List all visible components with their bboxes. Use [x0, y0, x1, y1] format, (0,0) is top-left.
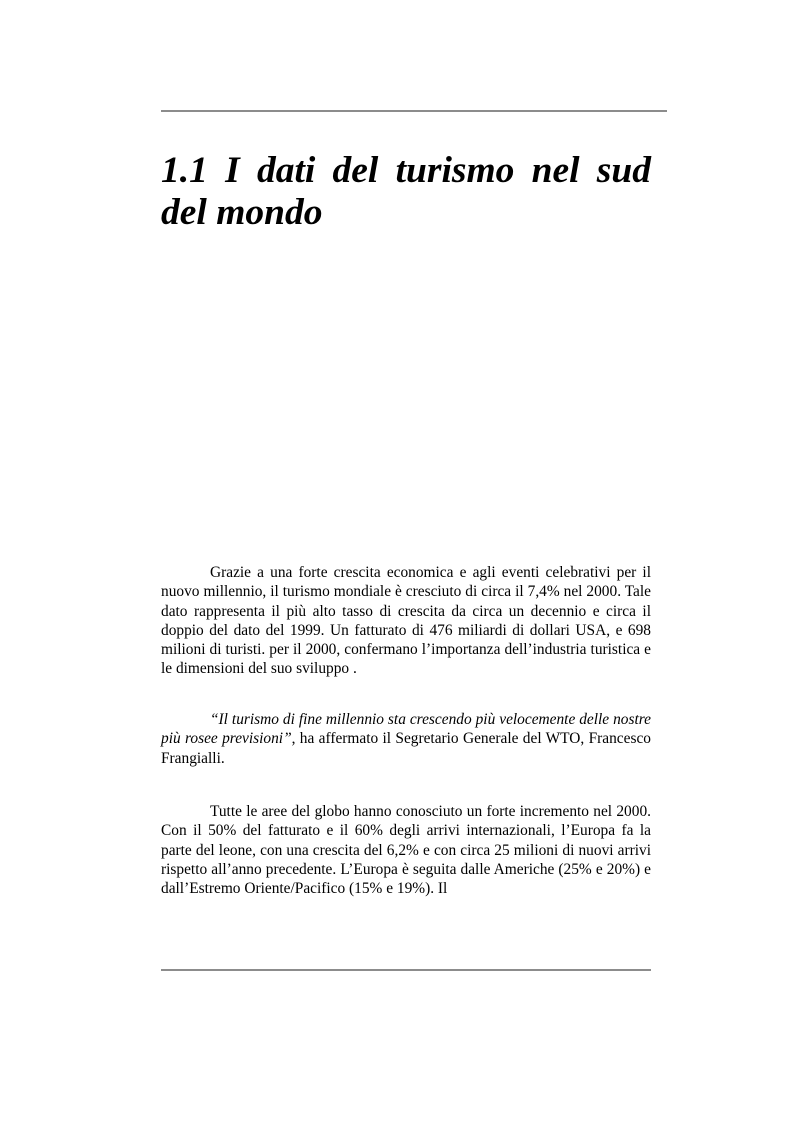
paragraph-quote [161, 710, 651, 768]
quote-attribution: , ha affermato il Segretario Generale del WTO, Francesco Frangialli. [161, 730, 651, 767]
header-rule [161, 110, 667, 112]
quote-text: “Il turismo di fine millennio sta crescendo più velocemente delle nostre più rosee previsioni” [161, 711, 651, 748]
footer-rule [161, 969, 651, 971]
paragraph-growth: Grazie a una forte crescita economica e agli eventi celebrativi per il nuovo millennio, il turismo mondiale è cresciuto di circa il 7,4% nel 2000. Tale dato rappresenta il più alto tasso di crescita da circa un decennio e circa il doppio del dato del 1999. Un fatturato di 476 miliardi di dollari USA, e 698 milioni di turisti. per il 2000, confermano l’importanza dell’industria turistica e le dimensioni del suo sviluppo . [161, 564, 651, 678]
paragraph-regions: Tutte le aree del globo hanno conosciuto un forte incremento nel 2000. Con il 50% del fatturato e il 60% degli arrivi internazionali, l’Europa fa la parte del leone, con una crescita del 6,2% e con circa 25 milioni di nuovi arrivi rispetto all’anno precedente. L’Europa è seguita dalle Americhe (25% e 20%) e dall’Estremo Oriente/Pacifico (15% e 19%). Il [161, 803, 651, 898]
chapter-title: 1.1 I dati del turismo nel sud del mondo [161, 150, 651, 233]
